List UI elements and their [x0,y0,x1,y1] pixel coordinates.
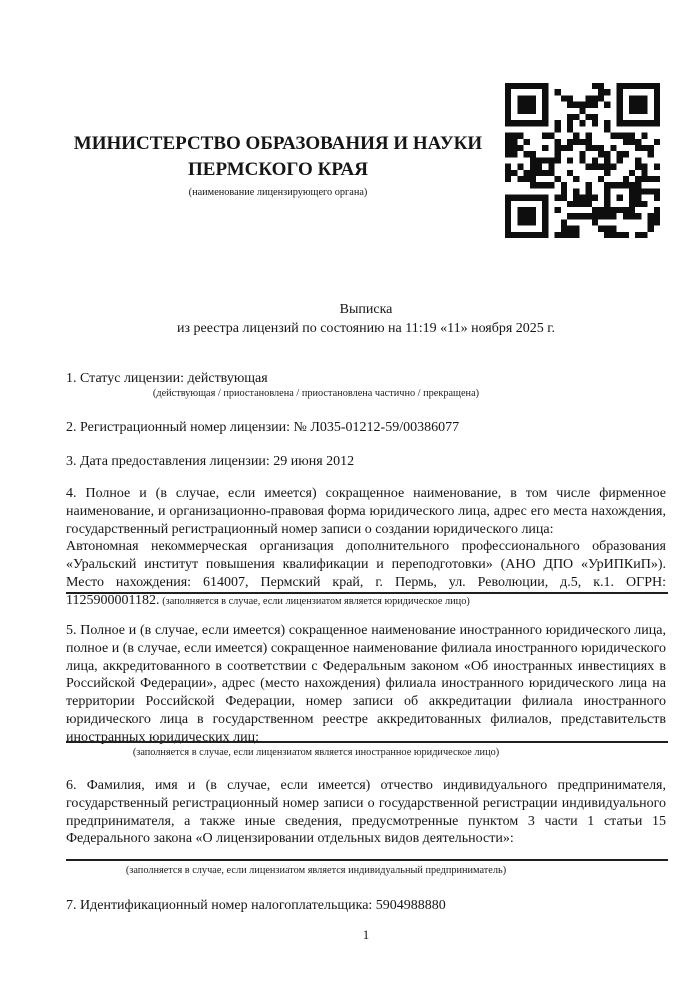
entrepreneur-section [66,777,666,848]
legal-entity-section [66,485,666,610]
ministry-name: МИНИСТЕРСТВО ОБРАЗОВАНИЯ И НАУКИ ПЕРМСКОГО КРАЯ [73,133,483,180]
foreign-entity-underline [66,741,668,743]
legal-entity-underline [66,592,668,594]
license-grant-date: 3. Дата предоставления лицензии: 29 июня 2012 [66,454,355,469]
document-title-line2: из реестра лицензий по состоянию на 11:19 «11» ноября 2025 г. [177,320,555,336]
license-status-caption: (действующая / приостановлена / приостановлена частично / прекращена) [152,388,480,399]
qr-code-icon [505,83,660,238]
foreign-entity-label: 5. Полное и (в случае, если имеется) сокращенное наименование иностранного юридического лица, полное и (в случае, если имеется) сокращенное наименование филиала иностранного юридического лица, аккредитованного в соответствии с Федеральным законом «Об иностранных инвестициях в Российской Федерации», адрес (место нахождения) филиала иностранного юридического лица на территории Российской Федерации, номер записи об аккредитации филиала иностранного юридического лица в государственном реестре аккредитованных филиалов, представительств иностранных юридических лиц: [66,623,666,745]
entrepreneur-label: 6. Фамилия, имя и (в случае, если имеется) отчество индивидуального предпринимателя, государственный регистрационный номер записи о государственной регистрации индивидуального предпринимателя, а также иные сведения, предусмотренные пунктом 3 части 1 статьи 15 Федерального закона «О лицензировании отдельных видов деятельности»: [66,778,666,847]
document-title-line1: Выписка [339,302,393,317]
page-number: 1 [362,927,370,942]
taxpayer-id: 7. Идентификационный номер налогоплательщика: 5904988880 [66,898,446,913]
legal-entity-caption: (заполняется в случае, если лицензиатом является юридическое лицо) [162,596,470,607]
foreign-entity-section [66,622,666,747]
authority-name-caption: (наименование лицензирующего органа) [188,187,368,198]
foreign-entity-caption: (заполняется в случае, если лицензиатом является иностранное юридическое лицо) [132,747,500,758]
license-status: 1. Статус лицензии: действующая [66,371,268,386]
legal-entity-value: Автономная некоммерческая организация дополнительного профессионального образования «Уральский институт повышения квалификации и переподготовки» (АНО ДПО «УрИПКиП»). Место нахождения: 614007, Пермский край, г. Пермь, ул. Революции, д.5, к.1. ОГРН: 1125900001182. [66,539,666,608]
licensing-authority-block [66,131,490,199]
document-title [66,301,666,338]
license-registration-number: 2. Регистрационный номер лицензии: № Л035-01212-59/00386077 [66,420,460,435]
entrepreneur-caption: (заполняется в случае, если лицензиатом является индивидуальный предприниматель) [125,865,507,876]
legal-entity-label: 4. Полное и (в случае, если имеется) сокращенное наименование, в том числе фирменное наименование, и организационно-правовая форма юридического лица, адрес его места нахождения, государственный регистрационный номер записи о создании юридического лица: [66,486,666,537]
entrepreneur-underline [66,859,668,861]
